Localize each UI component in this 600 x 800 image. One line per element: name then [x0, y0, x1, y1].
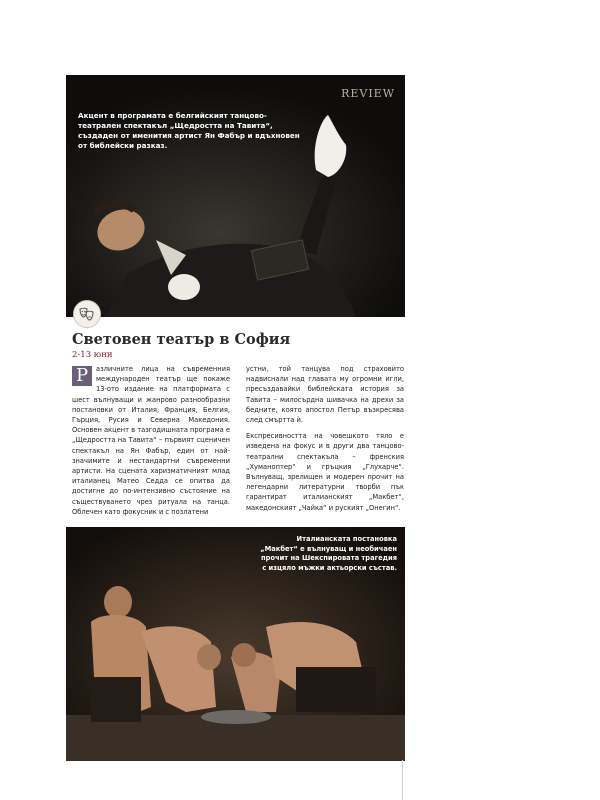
article-paragraph: Експресивността на човешкото тяло е изведена на фокус и в други два танцово-театрални спектакъла – френския „Хуманоптер“ и гръцкия „Глухарче“. Вълнуващ, зрелищен и модерен прочит на легендарни литературни творби пък гарантират италианският „Макбет“, македонският „Чайка“ и руският „Онегин“.	[246, 432, 404, 512]
divider	[402, 760, 403, 800]
article-column-1	[72, 364, 230, 517]
drop-cap: Р	[72, 366, 92, 386]
article-column-2	[246, 364, 404, 519]
article-text: азличните лица на съвременния международен театър ще покаже 13-ото издание на платформата с шест вълнуващи и жанрово разнообразни постановки от Италия, Франция, Белгия, Гърция, Русия и Северна Македония. Основен акцент в тазгодишната програма е „Щедростта на Тавита“ – първият сценичен спектакъл на Ян Фабър, един от най-значимите и нестандартни съвременни артисти. На сцената харизматичният млад италианец Матео Седда се опитва да достигне до по-интензивно състояние на съществуването чрез ритуала на танца. Облечен като фокусник и с позлатени	[72, 365, 231, 516]
article-title: Световен театър в София	[72, 331, 291, 348]
macbeth-photo	[66, 527, 405, 761]
hero-photo-tavita	[66, 75, 405, 317]
section-label: REVIEW	[341, 87, 395, 100]
photo-caption: Италианската постановка „Макбет“ е вълнуващ и необичаен прочит на Шекспировата трагедия с изцяло мъжки актьорски състав.	[260, 535, 397, 572]
event-dates: 2-13 юни	[72, 350, 113, 360]
theatre-masks-icon	[73, 300, 101, 328]
article-paragraph: устни, той танцува под страховито надвиснали над главата му огромни игли, пресъздавайки библейската история за Тавита – милосърдна шивачка на дрехи за бедните, която апостол Петър възкресява след смъртта ѝ.	[246, 365, 404, 425]
photo-caption: Акцент в програмата е белгийският танцово-театрален спектакъл „Щедростта на Тавита“, създаден от именития артист Ян Фабър и вдъхновен от библейски разказ.	[78, 111, 300, 150]
